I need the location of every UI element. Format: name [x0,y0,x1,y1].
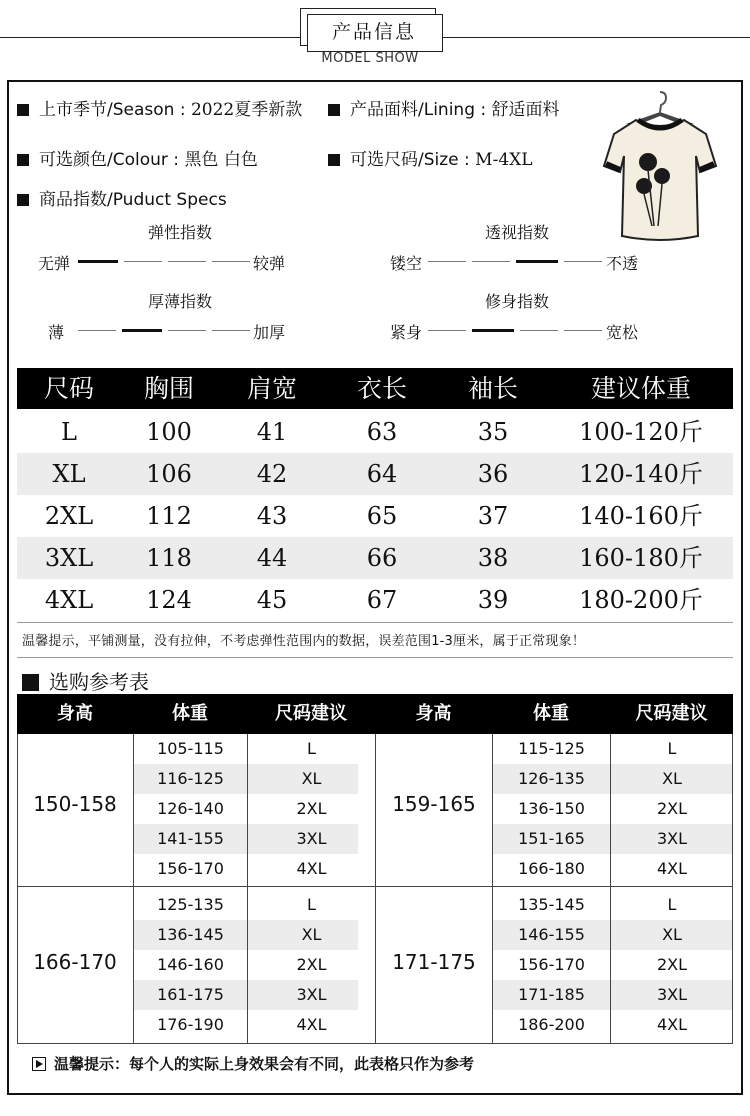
reference-height: 166-170 [33,950,117,974]
reference-size: L [307,895,316,914]
reference-header-cell: 体重 [533,703,569,724]
reference-height: 171-175 [392,950,476,974]
reference-weight: 176-190 [157,1015,224,1034]
index-segment [472,261,510,262]
reference-height: 150-158 [33,792,117,816]
square-bullet-icon [17,104,29,116]
table-row: L 100 41 63 35 100-120斤 [61,418,703,446]
reference-weight: 115-125 [518,739,585,758]
size-table-header-cell: 肩宽 [246,374,297,403]
reference-weight: 116-125 [157,769,224,788]
table-row: 2XL 112 43 65 37 140-160斤 [44,502,703,530]
size-table-header-cell: 尺码 [43,374,94,403]
index-left-fit: 紧身 [390,323,423,342]
index-segment [212,330,250,331]
reference-size: L [667,895,677,914]
reference-size: 3XL [656,829,688,848]
info-colour: 可选颜色/Colour : 黑色 白色 [17,145,258,170]
index-segment [124,261,162,262]
square-bullet-icon [17,194,29,206]
index-title-thickness: 厚薄指数 [147,292,212,311]
index-segment [428,330,466,331]
reference-size: L [307,739,316,758]
reference-size: 2XL [656,799,688,818]
index-segment [212,261,250,262]
reference-size: 4XL [656,1015,688,1034]
reference-weight: 125-135 [157,895,224,914]
table-row: XL 106 42 64 36 120-140斤 [17,453,733,495]
index-right-transparency: 不透 [606,254,639,273]
index-segment [520,330,558,331]
index-segment [564,330,602,331]
reference-table-title: 选购参考表 [22,666,149,695]
reference-weight: 126-140 [157,799,224,818]
reference-weight: 126-135 [518,769,585,788]
index-segment [122,329,162,332]
reference-height: 159-165 [392,792,476,816]
reference-weight: 156-170 [157,859,224,878]
index-segment [564,261,602,262]
square-bullet-icon [328,154,340,166]
page-subtitle: MODEL SHOW [321,51,419,66]
info-size: 可选尺码/Size : M-4XL [328,145,533,170]
reference-table-header [17,694,733,734]
reference-header-cell: 体重 [172,703,208,724]
info-season: 上市季节/Season : 2022夏季新款 [17,95,302,120]
reference-weight: 166-180 [518,859,585,878]
header-line-right [441,37,750,38]
reference-weight: 186-200 [518,1015,585,1034]
reference-weight: 171-185 [518,985,585,1004]
index-left-elasticity: 无弹 [38,254,71,273]
reference-size: 4XL [656,859,688,878]
reference-size: XL [662,769,682,788]
reference-weight: 146-160 [157,955,224,974]
reference-size: XL [662,925,682,944]
fit-note: 温馨提示：每个人的实际上身效果会有不同，此表格只作为参考 [32,1053,474,1074]
square-bullet-icon [17,154,29,166]
size-table-header-cell: 衣长 [356,374,407,403]
reference-size: 3XL [296,985,327,1004]
reference-size: 3XL [656,985,688,1004]
reference-weight: 161-175 [157,985,224,1004]
reference-size: 3XL [296,829,327,848]
reference-weight: 136-145 [157,925,224,944]
reference-weight: 135-145 [518,895,585,914]
reference-size: L [667,739,677,758]
tshirt-product-image [596,86,726,246]
index-segment [428,261,466,262]
reference-size: XL [301,925,322,944]
reference-weight: 146-155 [518,925,585,944]
table-row: 3XL 118 44 66 38 160-180斤 [17,537,733,579]
size-table-header-cell: 胸围 [143,374,194,403]
size-table-header-cell: 袖长 [467,374,518,403]
square-bullet-icon [22,674,39,691]
reference-weight: 141-155 [157,829,224,848]
measurement-note: 温馨提示，平铺测量，没有拉伸，不考虑弹性范围内的数据，误差范围1-3厘米，属于正常现象！ [22,634,586,649]
index-left-transparency: 镂空 [390,254,423,273]
reference-header-cell: 尺码建议 [275,703,347,724]
index-title-elasticity: 弹性指数 [147,223,212,242]
index-segment [516,260,558,263]
index-segment [78,330,116,331]
reference-size: 4XL [296,859,327,878]
index-segment [168,330,206,331]
table-row: 4XL 124 45 67 39 180-200斤 [44,586,703,614]
reference-weight: 151-165 [518,829,585,848]
index-right-elasticity: 较弹 [253,254,286,273]
reference-header-cell: 身高 [415,703,452,724]
page-title: 产品信息 [331,21,416,43]
play-icon [32,1057,46,1071]
square-bullet-icon [328,104,340,116]
reference-size: 2XL [296,799,327,818]
divider [17,657,733,658]
size-table-header-cell: 建议体重 [590,374,691,403]
header-line-left [0,37,300,38]
reference-size: 2XL [656,955,688,974]
info-specs: 商品指数/Puduct Specs [17,185,227,210]
reference-size: XL [301,769,322,788]
index-segment [168,261,206,262]
reference-weight: 156-170 [518,955,585,974]
index-right-thickness: 加厚 [253,323,286,342]
reference-header-cell: 身高 [57,703,93,724]
index-title-fit: 修身指数 [484,292,549,311]
index-left-thickness: 薄 [48,323,65,342]
reference-header-cell: 尺码建议 [635,703,708,724]
index-segment [472,329,514,332]
reference-size: 2XL [296,955,327,974]
divider [17,622,733,623]
reference-weight: 105-115 [157,739,224,758]
index-title-transparency: 透视指数 [484,223,549,242]
size-table-header [17,368,733,409]
reference-weight: 136-150 [518,799,585,818]
info-lining: 产品面料/Lining : 舒适面料 [328,95,560,120]
reference-size: 4XL [296,1015,327,1034]
index-right-fit: 宽松 [606,323,639,342]
index-segment [78,260,118,263]
